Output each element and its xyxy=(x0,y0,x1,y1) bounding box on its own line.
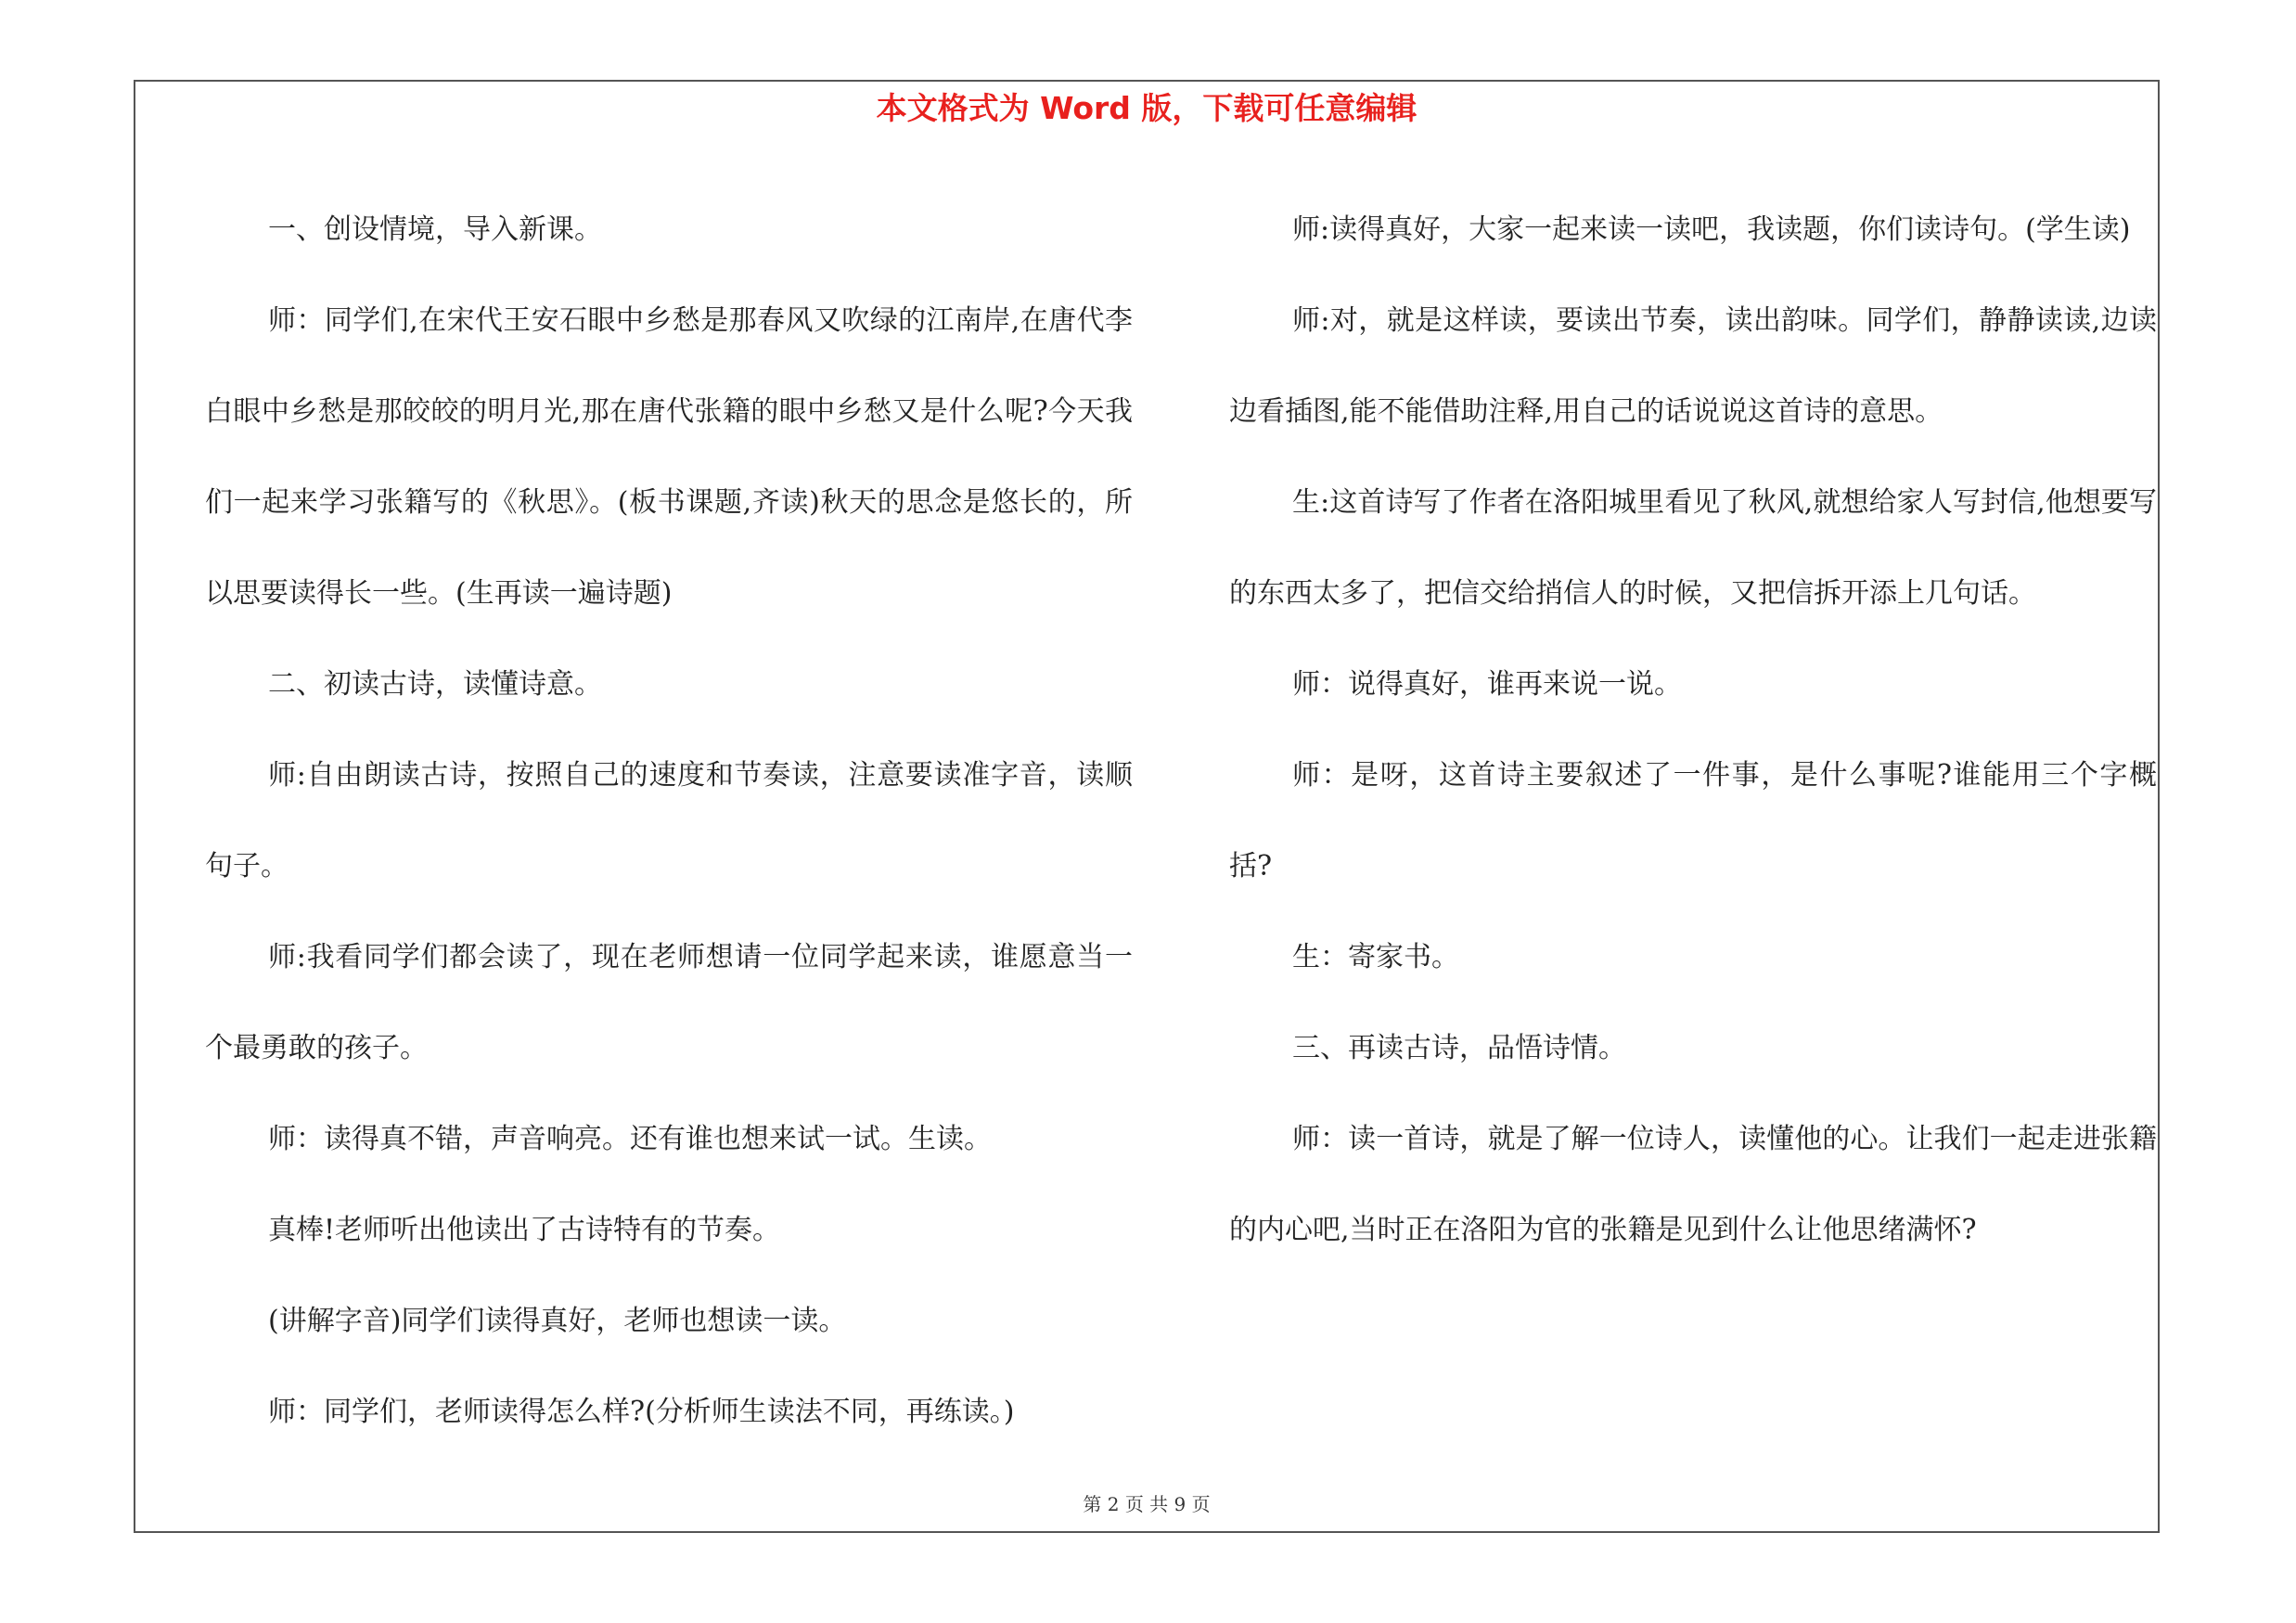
right-paragraph: 三、再读古诗，品悟诗情。 xyxy=(1292,1032,1626,1064)
right-paragraph: 生:这首诗写了作者在洛阳城里看见了秋风,就想给家人写封信,他想要写的东西太多了，把信交给捎信人的时候，又把信拆开添上几句话。 xyxy=(1229,486,2157,610)
left-paragraph: 师：同学们,在宋代王安石眼中乡愁是那春风又吹绿的江南岸,在唐代李白眼中乡愁是那皎皎的明月光,那在唐代张籍的眼中乡愁又是什么呢?今天我们一起来学习张籍写的《秋思》。(板书课题,齐读)秋天的思念是悠长的，所以思要读得长一些。(生再读一遍诗题) xyxy=(205,304,1133,610)
right-paragraph: 师：是呀，这首诗主要叙述了一件事，是什么事呢?谁能用三个字概括? xyxy=(1229,759,2157,882)
left-paragraph: 师：同学们，老师读得怎么样?(分析师生读法不同，再练读。) xyxy=(268,1396,1015,1428)
left-paragraph: 二、初读古诗，读懂诗意。 xyxy=(268,668,602,701)
right-paragraph: 师:对，就是这样读，要读出节奏，读出韵味。同学们，静静读读,边读边看插图,能不能借助注释,用自己的话说说这首诗的意思。 xyxy=(1229,304,2157,428)
word-format-banner: 本文格式为 Word 版，下载可任意编辑 xyxy=(876,90,1417,126)
left-paragraph: 师:自由朗读古诗，按照自己的速度和节奏读，注意要读准字音，读顺句子。 xyxy=(205,759,1133,882)
page-number-footer: 第 2 页 共 9 页 xyxy=(1083,1493,1211,1515)
left-column xyxy=(205,185,1133,1458)
left-paragraph: 师：读得真不错，声音响亮。还有谁也想来试一试。生读。 xyxy=(268,1123,992,1155)
left-paragraph: (讲解字音)同学们读得真好，老师也想读一读。 xyxy=(268,1305,847,1337)
left-paragraph: 一、创设情境，导入新课。 xyxy=(268,213,602,246)
left-paragraph: 师:我看同学们都会读了，现在老师想请一位同学起来读，谁愿意当一个最勇敢的孩子。 xyxy=(205,941,1133,1064)
right-paragraph: 师：读一首诗，就是了解一位诗人，读懂他的心。让我们一起走进张籍的内心吧,当时正在洛阳为官的张籍是见到什么让他思绪满怀? xyxy=(1229,1123,2157,1246)
right-paragraph: 师:读得真好，大家一起来读一读吧，我读题，你们读诗句。(学生读) xyxy=(1292,213,2131,246)
right-paragraph: 生：寄家书。 xyxy=(1292,941,1459,973)
right-column xyxy=(1229,185,2157,1276)
right-paragraph: 师：说得真好，谁再来说一说。 xyxy=(1292,668,1682,701)
left-paragraph: 真棒!老师听出他读出了古诗特有的节奏。 xyxy=(268,1214,781,1246)
